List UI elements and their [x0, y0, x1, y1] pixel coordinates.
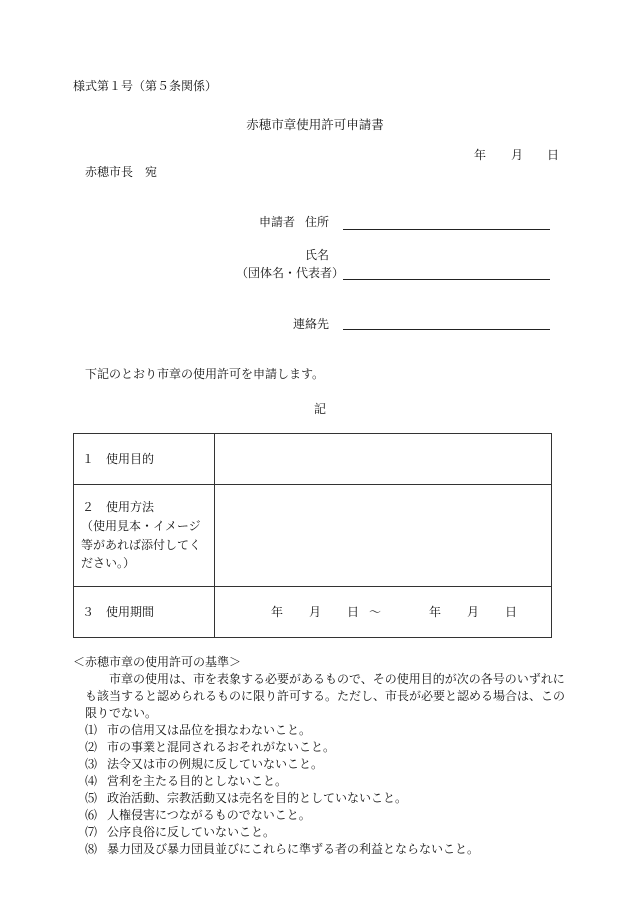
- criteria-item: [73, 722, 573, 739]
- method-label: ２ 使用方法: [82, 500, 155, 515]
- criteria-item-number: ⑻: [85, 842, 98, 856]
- criteria-item-number: ⑷: [85, 774, 98, 788]
- purpose-label: １ 使用目的: [74, 434, 215, 485]
- period-tilde: ～: [369, 604, 382, 619]
- criteria-item: [73, 807, 573, 824]
- period-from-day: 日: [347, 604, 360, 619]
- document-title: 赤穂市章使用許可申請書: [246, 117, 384, 132]
- method-field[interactable]: [215, 485, 552, 587]
- form-number: 様式第１号（第５条関係）: [73, 79, 218, 93]
- criteria-item-number: ⑺: [85, 825, 98, 839]
- applicant-label: 申請者: [259, 215, 296, 229]
- criteria-item: [73, 739, 573, 756]
- criteria-item-text: 市の信用又は品位を損なわないこと。: [107, 723, 312, 737]
- table-row-purpose: [74, 434, 552, 485]
- criteria-item-text: 市の事業と混同されるおそれがないこと。: [107, 740, 336, 754]
- addressee: 赤穂市長 宛: [85, 165, 158, 179]
- purpose-field[interactable]: [215, 434, 552, 485]
- criteria-section: [73, 653, 573, 858]
- period-to-day: 日: [505, 604, 518, 619]
- criteria-item: [73, 756, 573, 773]
- address-field-line[interactable]: [343, 229, 550, 230]
- table-row-method: [74, 485, 552, 587]
- period-to-year: 年: [429, 604, 442, 619]
- method-note-line3: ださい。）: [81, 556, 136, 571]
- criteria-item-text: 政治活動、宗教活動又は売名を目的としていないこと。: [107, 791, 408, 805]
- request-text: 下記のとおり市章の使用許可を申請します。: [85, 367, 325, 381]
- period-from-year: 年: [271, 604, 284, 619]
- criteria-item: [73, 824, 573, 841]
- criteria-item-text: 人権侵害につながるものでないこと。: [107, 808, 311, 822]
- ki-label: 記: [313, 402, 326, 416]
- criteria-item-number: ⑸: [85, 791, 98, 805]
- criteria-item: [73, 773, 573, 790]
- criteria-heading: ＜赤穂市章の使用許可の基準＞: [73, 655, 242, 669]
- criteria-item-number: ⑹: [85, 808, 98, 822]
- method-note-line1: （使用見本・イメージ: [81, 518, 201, 533]
- period-to-month: 月: [467, 604, 480, 619]
- criteria-item-text: 法令又は市の例規に反していないこと。: [107, 757, 324, 771]
- criteria-item-text: 公序良俗に反していないこと。: [107, 825, 276, 839]
- criteria-item-number: ⑵: [85, 740, 98, 754]
- criteria-item-number: ⑴: [85, 723, 98, 737]
- application-table: [73, 433, 552, 638]
- period-from-month: 月: [309, 604, 322, 619]
- period-values: [215, 603, 551, 622]
- criteria-item-text: 暴力団及び暴力団員並びにこれらに準ずる者の利益とならないこと。: [107, 842, 480, 856]
- period-label: ３ 使用期間: [74, 587, 215, 638]
- table-row-period: [74, 587, 552, 638]
- criteria-item: [73, 841, 573, 858]
- criteria-item-text: 営利を主たる目的としないこと。: [107, 774, 288, 788]
- address-label: 住所: [305, 215, 330, 229]
- period-field[interactable]: [215, 587, 552, 638]
- contact-label: 連絡先: [293, 317, 330, 331]
- criteria-item: [73, 790, 573, 807]
- date-year: 年: [474, 148, 487, 162]
- date-day: 日: [547, 148, 560, 162]
- date-month: 月: [511, 148, 524, 162]
- contact-field-line[interactable]: [343, 329, 550, 330]
- criteria-intro: 市章の使用は、市を表象する必要があるもので、その使用目的が次の各号のいずれにも該当すると認められるものに限り許可する。ただし、市長が必要と認める場合は、この限りでない。: [85, 672, 566, 720]
- method-note-line2: 等があれば添付してく: [81, 537, 202, 552]
- criteria-item-number: ⑶: [85, 757, 98, 771]
- name-label: 氏名: [305, 248, 330, 262]
- name-field-line[interactable]: [343, 279, 550, 280]
- org-label: （団体名・代表者）: [236, 266, 345, 280]
- criteria-list: [73, 722, 573, 858]
- method-label-cell: [74, 485, 215, 587]
